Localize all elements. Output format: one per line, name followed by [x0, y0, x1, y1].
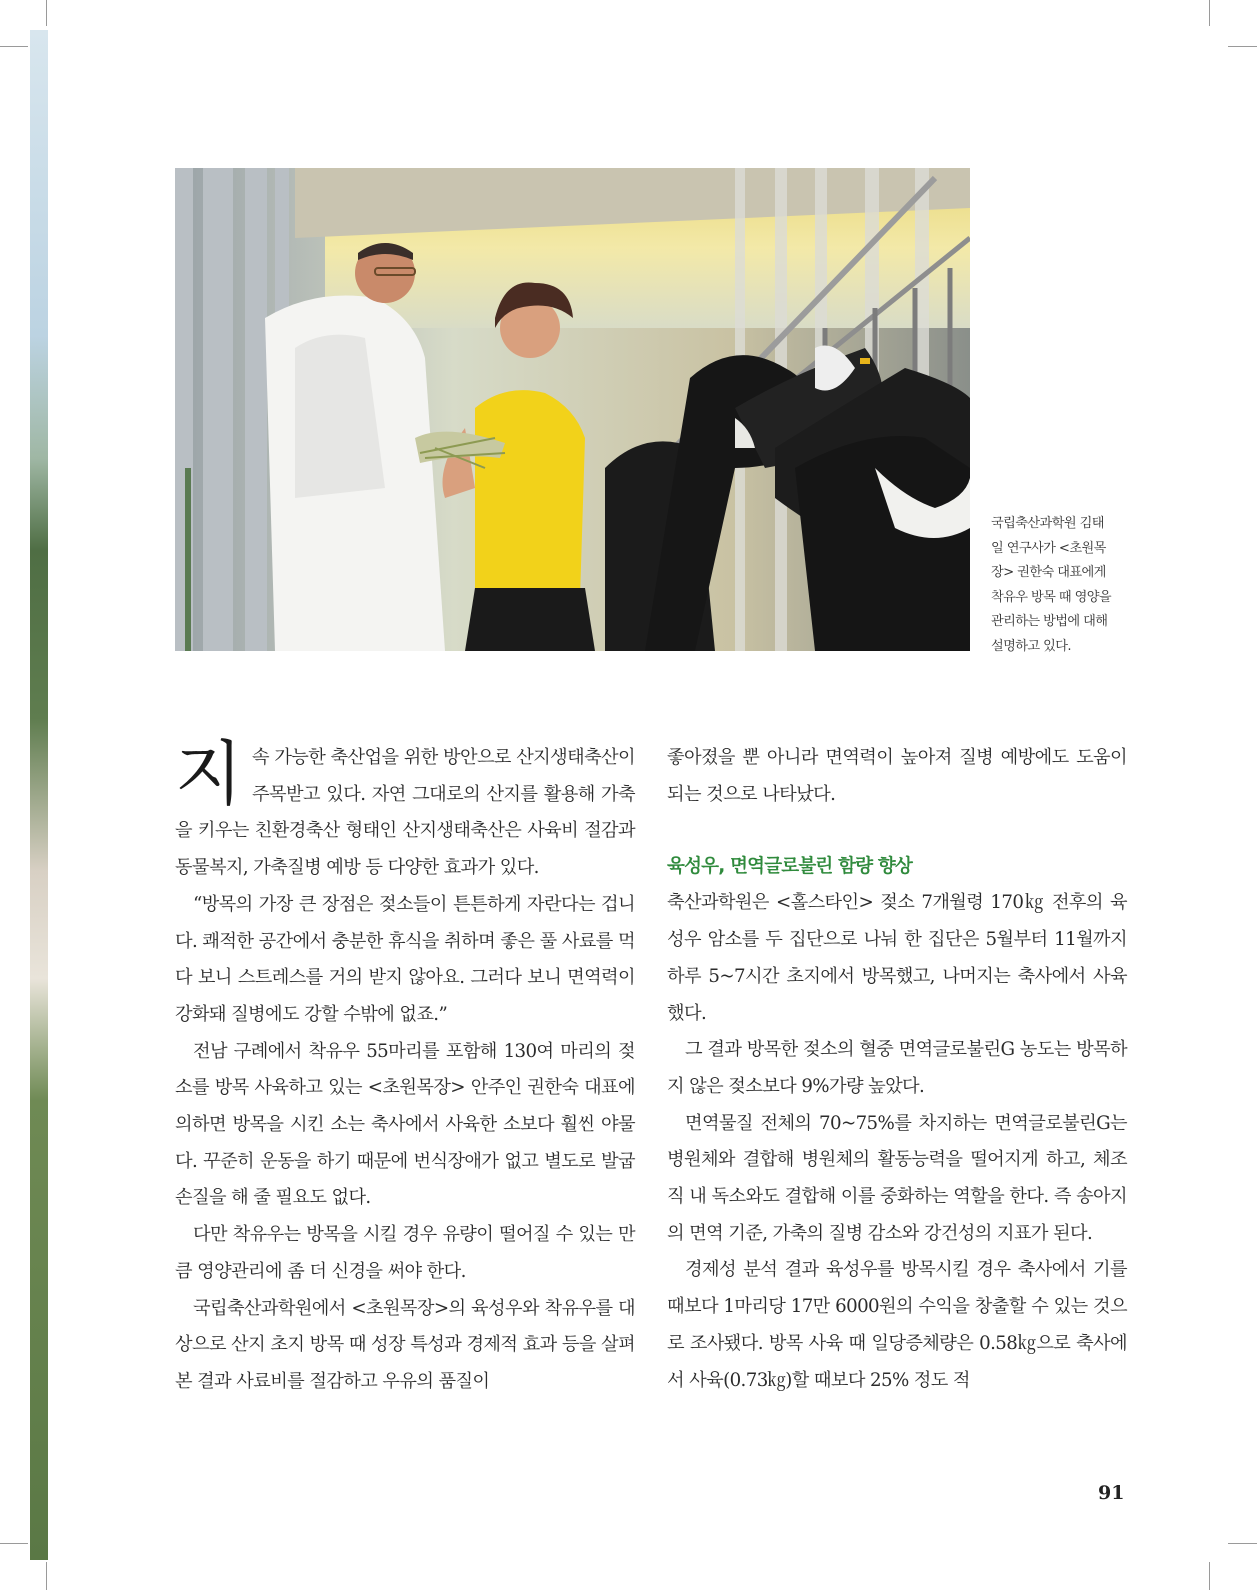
caption-line: 착유우 방목 때 영양을	[991, 589, 1112, 605]
crop-mark-bottom-left-v	[46, 1562, 47, 1590]
crop-mark-top-right	[1228, 46, 1257, 47]
crop-mark-top-left-v	[46, 0, 47, 26]
crop-mark-top-left	[0, 46, 28, 47]
article-paragraph: 좋아졌을 뿐 아니라 면역력이 높아져 질병 예방에도 도움이 되는 것으로 나타났다.	[667, 747, 1127, 805]
article-paragraph: 다만 착유우는 방목을 시킬 경우 유량이 떨어질 수 있는 만큼 영양관리에 좀 더 신경을 써야 한다.	[175, 1224, 635, 1282]
article-paragraph	[175, 733, 635, 887]
article-paragraph: 국립축산과학원에서 <초원목장>의 육성우와 착유우를 대상으로 산지 초지 방목 때 성장 특성과 경제적 효과 등을 살펴본 결과 사료비를 절감하고 우유의 품질이	[175, 1297, 635, 1392]
article-column-left	[175, 733, 635, 1401]
crop-mark-bottom-left	[0, 1543, 28, 1544]
caption-line: 일 연구사가 <초원목	[991, 540, 1106, 556]
photo-caption	[991, 512, 1131, 659]
previous-page-photo-edge	[30, 30, 48, 1560]
article-paragraph: 경제성 분석 결과 육성우를 방목시킬 경우 축사에서 기를 때보다 1마리당 17만 6000원의 수익을 창출할 수 있는 것으로 조사됐다. 방목 사육 때 일당증체량은 0.58㎏으로 축사에서 사육(0.73㎏)할 때보다 25% 정도 적	[667, 1259, 1127, 1391]
page-number: 91	[1098, 1482, 1125, 1504]
farm-barn-photo	[175, 168, 970, 651]
barn-illustration	[175, 168, 970, 651]
crop-mark-bottom-right-v	[1209, 1562, 1210, 1590]
crop-mark-bottom-right	[1228, 1543, 1257, 1544]
drop-cap: 지	[175, 733, 243, 815]
crop-mark-top-right-v	[1209, 0, 1210, 26]
caption-line: 장> 권한숙 대표에게	[991, 565, 1106, 580]
article-paragraph: “방목의 가장 큰 장점은 젖소들이 튼튼하게 자란다는 겁니다. 쾌적한 공간에서 충분한 휴식을 취하며 좋은 풀 사료를 먹다 보니 스트레스를 거의 받지 않아요. 그러다 보니 면역력이 강화돼 질병에도 강할 수밖에 없죠.”	[175, 893, 635, 1025]
article-paragraph: 축산과학원은 <홀스타인> 젖소 7개월령 170㎏ 전후의 육성우 암소를 두 집단으로 나눠 한 집단은 5월부터 11월까지 하루 5~7시간 초지에서 방목했고, 나머지는 축사에서 사육했다.	[667, 892, 1127, 1024]
paragraph-text: 속 가능한 축산업을 위한 방안으로 산지생태축산이 주목받고 있다. 자연 그대로의 산지를 활용해 가축을 키우는 친환경축산 형태인 산지생태축산은 사육비 절감과 동물복지, 가축질병 예방 등 다양한 효과가 있다.	[175, 747, 635, 879]
caption-line: 국립축산과학원 김태	[991, 516, 1104, 531]
article-paragraph: 전남 구례에서 착유우 55마리를 포함해 130여 마리의 젖소를 방목 사육하고 있는 <초원목장> 안주인 권한숙 대표에 의하면 방목을 시킨 소는 축사에서 사육한 소보다 훨씬 야물다. 꾸준히 운동을 하기 때문에 번식장애가 없고 별도로 발굽 손질을 해 줄 필요도 없다.	[175, 1040, 635, 1209]
section-heading: 육성우, 면역글로불린 함량 향상	[667, 856, 913, 878]
caption-line: 설명하고 있다.	[991, 638, 1072, 654]
caption-line: 관리하는 방법에 대해	[991, 614, 1108, 629]
article-paragraph: 면역물질 전체의 70~75%를 차지하는 면역글로불린G는 병원체와 결합해 병원체의 활동능력을 떨어지게 하고, 체조직 내 독소와도 결합해 이를 중화하는 역할을 한다. 즉 송아지의 면역 기준, 가축의 질병 감소와 강건성의 지표가 된다.	[667, 1112, 1127, 1244]
article-column-right	[667, 740, 1127, 1399]
article-paragraph: 그 결과 방목한 젖소의 혈중 면역글로불린G 농도는 방목하지 않은 젖소보다 9%가량 높았다.	[667, 1039, 1127, 1097]
